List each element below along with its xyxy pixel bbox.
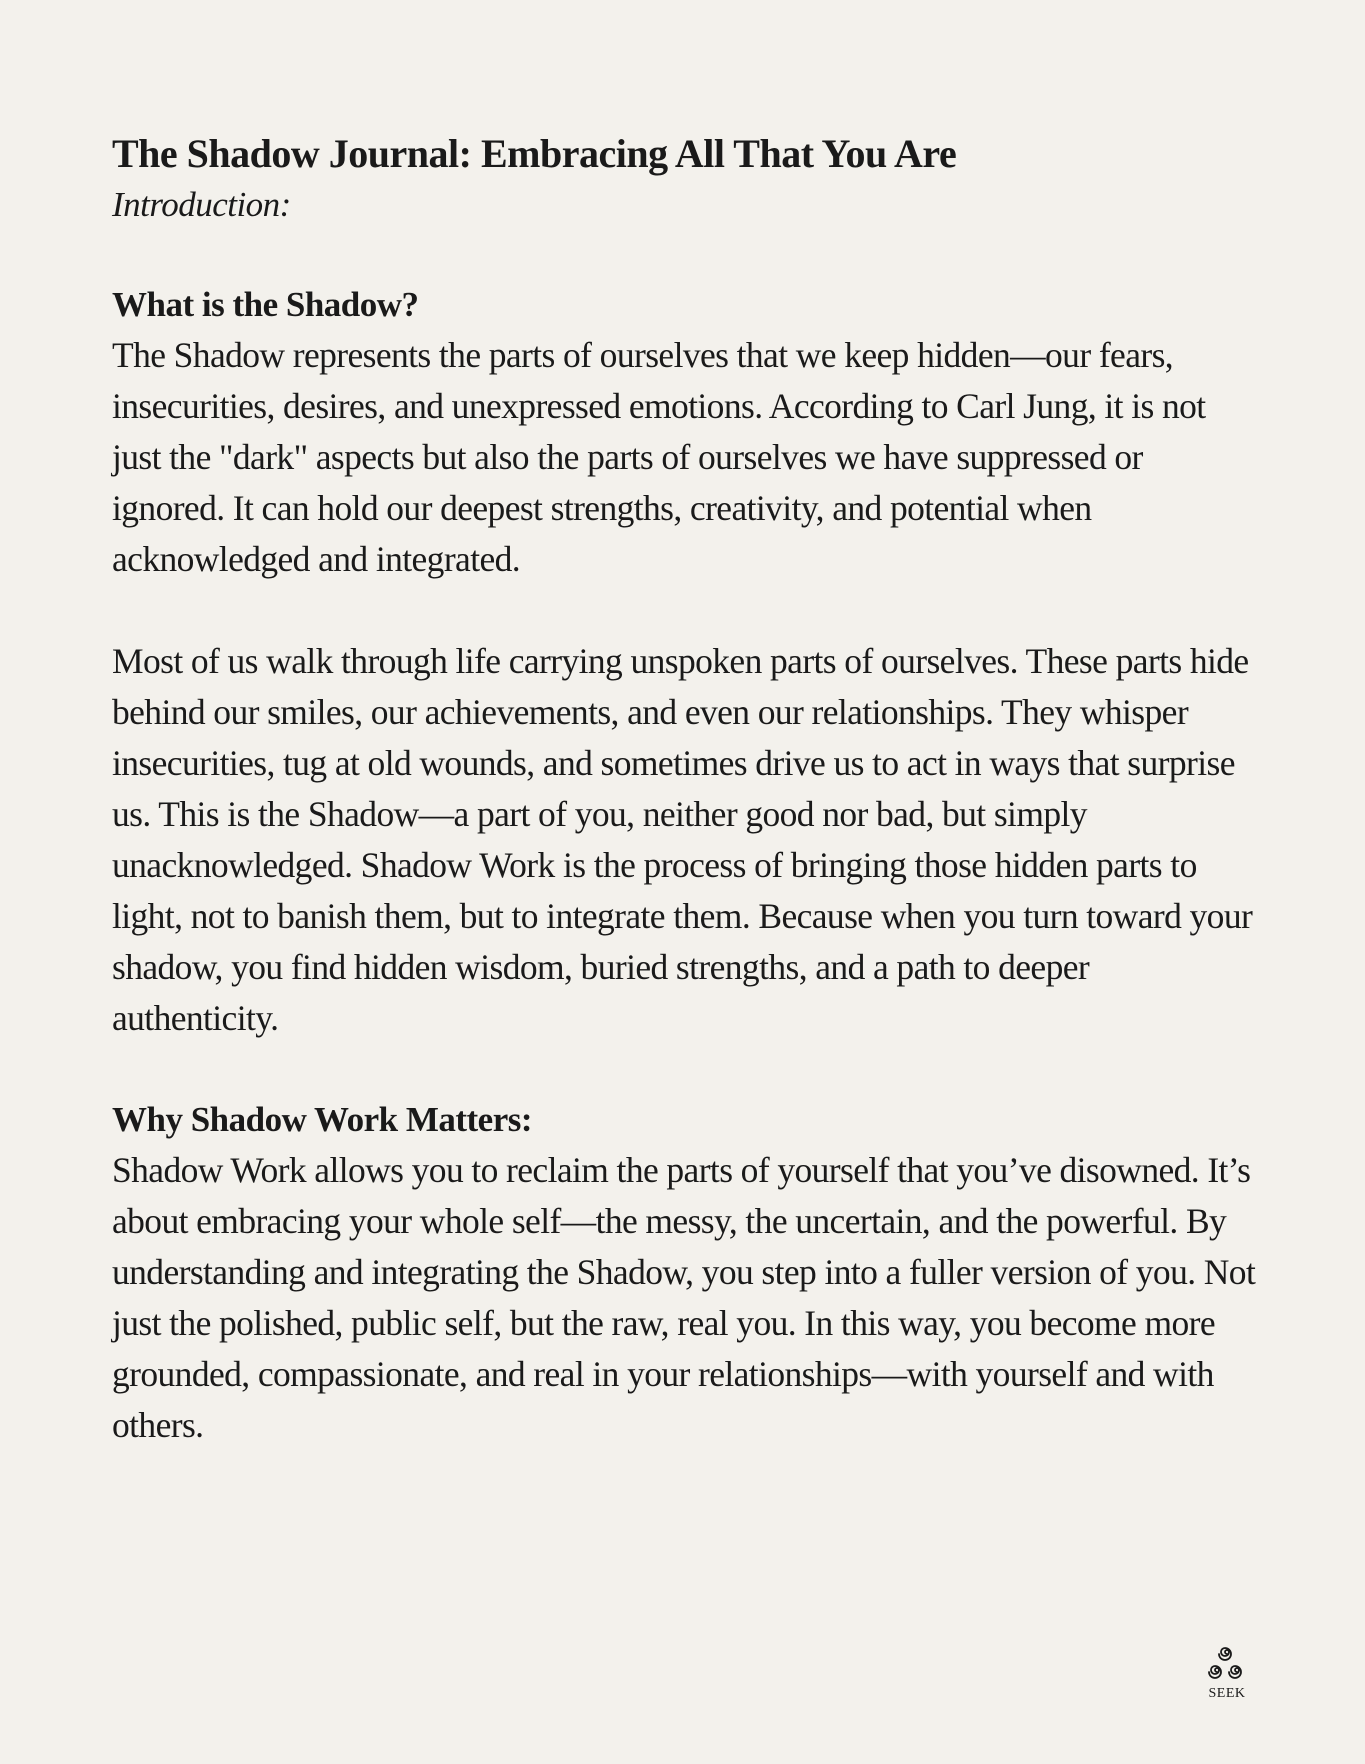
section-paragraph: Shadow Work allows you to reclaim the parts of yourself that you’ve disowned. It’s about embracing your whole self—the messy, the uncertain, and the powerful. By understanding and integrating the Shadow, you step into a fuller version of you. Not just the polished, public self, but the raw, real you. In this way, you become more grounded, compassionate, and real in your relationships—with yourself and with others.	[112, 1150, 1256, 1445]
section-heading: Why Shadow Work Matters:	[112, 1100, 533, 1139]
triple-spiral-icon	[1204, 1640, 1250, 1686]
section-paragraph: The Shadow represents the parts of ourselves that we keep hidden—our fears, insecurities, desires, and unexpressed emotions. According to Carl Jung, it is not just the "dark" aspects but also the parts of ourselves we have suppressed or ignored. It can hold our deepest strengths, creativity, and potential when acknowledged and integrated.	[112, 335, 1206, 579]
document-page	[112, 128, 1262, 1502]
document-subtitle: Introduction:	[112, 185, 291, 224]
section-heading: What is the Shadow?	[112, 285, 419, 324]
section-why-shadow-work	[112, 1095, 1262, 1451]
logo-text: SEEK	[1208, 1686, 1246, 1701]
document-title: The Shadow Journal: Embracing All That You Are	[112, 131, 957, 176]
section-what-is-shadow	[112, 280, 1262, 1044]
seek-logo	[1202, 1640, 1252, 1701]
section-paragraph: Most of us walk through life carrying unspoken parts of ourselves. These parts hide behind our smiles, our achievements, and even our relationships. They whisper insecurities, tug at old wounds, and sometimes drive us to act in ways that surprise us. This is the Shadow—a part of you, neither good nor bad, but simply unacknowledged. Shadow Work is the process of bringing those hidden parts to light, not to banish them, but to integrate them. Because when you turn toward your shadow, you find hidden wisdom, buried strengths, and a path to deeper authenticity.	[112, 641, 1253, 1038]
